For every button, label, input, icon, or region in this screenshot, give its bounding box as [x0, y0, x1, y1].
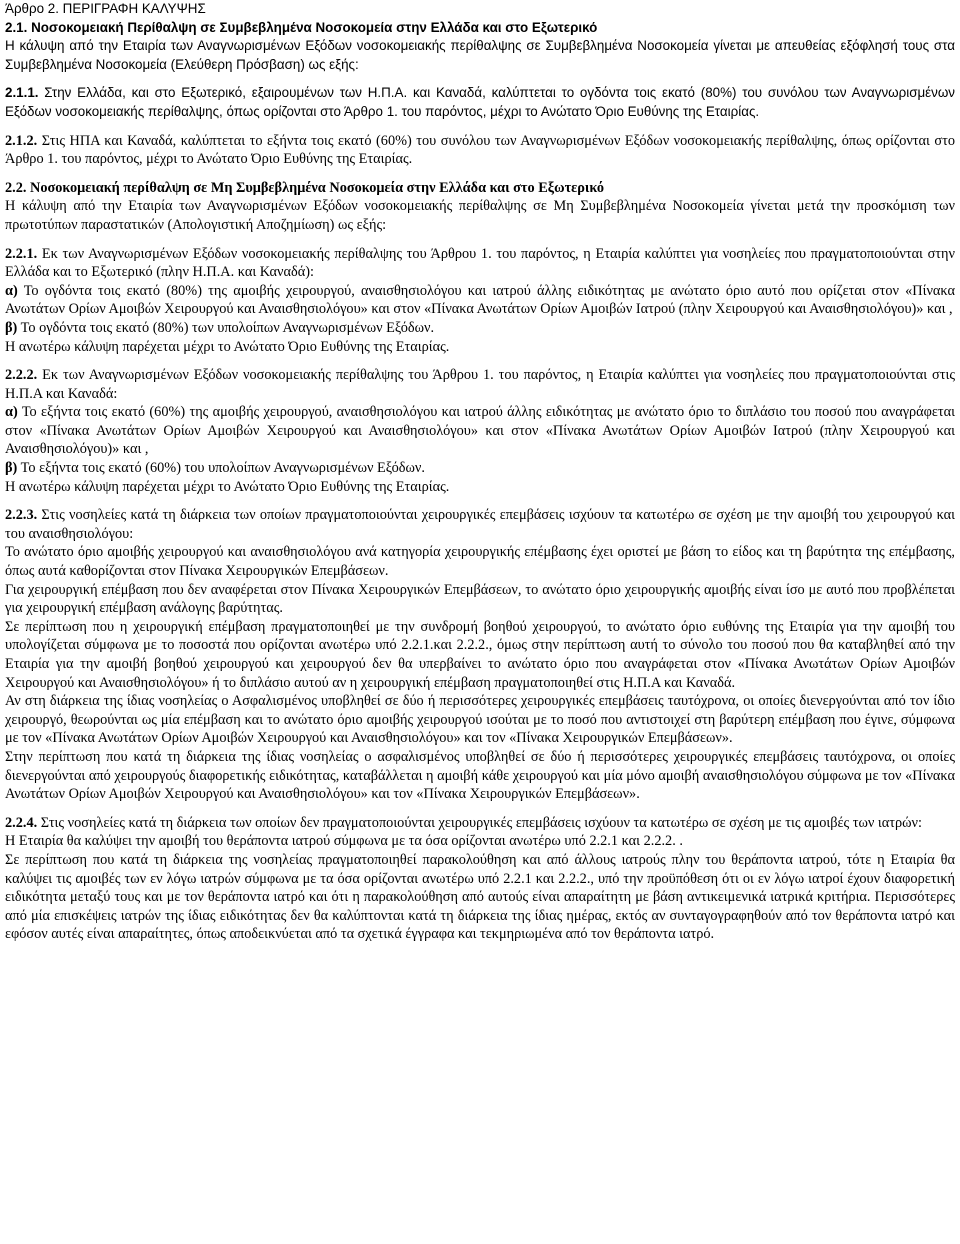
- section-2-1-number: 2.1.: [5, 19, 28, 35]
- section-2-1-heading: [5, 19, 955, 38]
- section-2-2-1-item-a: [5, 282, 955, 319]
- section-2-2-3-para-4: Αν στη διάρκεια της ίδιας νοσηλείας ο Ασφαλισμένος υποβληθεί σε δύο ή περισσότερες χειρουργικές επεμβάσεις ταυτόχρονα, οι οποίες διενεργούνται από τον ίδιο χειρουργό, θεωρούνται ως μία επέμβαση και το ανώτατο όριο αμοιβής χειρουργού ισούται με το ποσό που αντιστοιχεί στη βαρύτερη επέμβαση που έγινε, σύμφωνα με τον «Πίνακα Ανωτάτων Ορίων Αμοιβών Χειρουργού και Αναισθησιολόγου» και τον «Πίνακα Χειρουργικών Επεμβάσεων».: [5, 693, 955, 747]
- item-a-text: Το εξήντα τοις εκατό (60%) της αμοιβής χειρουργού, αναισθησιολόγου και ιατρού άλλης ειδικότητας με ανώτατο όριο το διπλάσιο του ποσού που αναγράφεται στον «Πίνακα Ανωτάτων Ορίων Αμοιβών Χειρουργού και Αναισθησιολόγου» και στον «Πίνακα Ανωτάτων Ορίων Αμοιβών Ιατρού (πλην Χειρουργού και Αναισθησιολόγου)» και ,: [5, 404, 955, 458]
- item-a-label: α): [5, 404, 18, 421]
- section-2-2-3-paragraph: [5, 506, 955, 543]
- section-2-2-1-paragraph: [5, 245, 955, 282]
- section-2-2-2-paragraph: [5, 366, 955, 403]
- article-title: Άρθρο 2. ΠΕΡΙΓΡΑΦΗ ΚΑΛΥΨΗΣ: [5, 1, 206, 16]
- section-2-2-2-item-b: [5, 459, 955, 478]
- item-b-label: β): [5, 460, 18, 477]
- section-2-2-number: 2.2.: [5, 179, 27, 196]
- item-a-label: α): [5, 282, 18, 299]
- section-2-2-4-number: 2.2.4.: [5, 814, 38, 831]
- section-2-2-1-note: Η ανωτέρω κάλυψη παρέχεται μέχρι το Ανώτατο Όριο Ευθύνης της Εταιρίας.: [5, 338, 450, 355]
- section-2-2-title: Νοσοκομειακή περίθαλψη σε Μη Συμβεβλημένα Νοσοκομεία στην Ελλάδα και στο Εξωτερικό: [30, 179, 605, 196]
- section-2-1-1-paragraph: [5, 84, 955, 121]
- section-2-2-3-number: 2.2.3.: [5, 507, 38, 524]
- section-2-2-intro: Η κάλυψη από την Εταιρία των Αναγνωρισμένων Εξόδων νοσοκομειακής περίθαλψης σε Μη Συμβεβλημένα Νοσοκομεία γίνεται μετά την προσκόμιση των πρωτοτύπων παραστατικών (Απολογιστική Αποζημίωση) ως εξής:: [5, 198, 955, 233]
- section-2-2-4-text: Στις νοσηλείες κατά τη διάρκεια των οποίων δεν πραγματοποιούνται χειρουργικές επεμβάσεις ισχύουν τα κατωτέρω σε σχέση με τις αμοιβές των ιατρών:: [40, 814, 922, 831]
- section-2-2-4-para-2: Σε περίπτωση που κατά τη διάρκεια της νοσηλείας πραγματοποιηθεί παρακολούθηση και από άλλους ιατρούς πλην του θεράποντα ιατρού, τότε η Εταιρία θα καλύψει τις αμοιβές των εν λόγω ιατρών σύμφωνα με τα όσα ορίζονται ανωτέρω υπό 2.2.1 και 2.2.2., υπό την προϋπόθεση ότι οι εν λόγω ιατροί έχουν διαφορετική ειδικότητα μεταξύ τους και με τον θεράποντα ιατρό και ότι η παρακολούθηση από αυτούς είναι απαραίτητη με βάση αντικειμενικά ιατρικά κριτήρια. Περισσότερες από μία επισκέψεις ιατρών της ίδιας ειδικότητας δεν θα καλύπτονται κατά τη διάρκεια της ίδιας ημέρας, εκτός αν συνταγογραφηθούν από τον θεράποντα ιατρό και εφόσον αυτές είναι απαραίτητες, όπως αποδεικνύεται από τα σχετικά έγγραφα και τεκμηριωμένα από τον θεράποντα ιατρό.: [5, 851, 955, 943]
- section-2-2-1-number: 2.2.1.: [5, 245, 38, 262]
- section-2-1-intro: Η κάλυψη από την Εταιρία των Αναγνωρισμένων Εξόδων νοσοκομειακής περίθαλψης σε Συμβεβλημένα Νοσοκομεία γίνεται με απευθείας εξόφλησή τους στα Συμβεβλημένα Νοσοκομεία (Ελεύθερη Πρόσβαση) ως εξής:: [5, 38, 955, 72]
- section-2-2-1-item-b: [5, 319, 955, 338]
- section-2-2-2-note: Η ανωτέρω κάλυψη παρέχεται μέχρι το Ανώτατο Όριο Ευθύνης της Εταιρίας.: [5, 478, 450, 495]
- section-2-2-1-text: Εκ των Αναγνωρισμένων Εξόδων νοσοκομειακής περίθαλψης του Άρθρου 1. του παρόντος, η Εταιρία καλύπτει για νοσηλείες που πραγματοποιούνται στην Ελλάδα και το Εξωτερικό (πλην Η.Π.Α. και Καναδά):: [5, 245, 955, 281]
- section-2-1-2-text: Στις ΗΠΑ και Καναδά, καλύπτεται το εξήντα τοις εκατό (60%) του συνόλου των Αναγνωρισμένων Εξόδων νοσοκομειακής περίθαλψης, όπως ορίζονται στο Άρθρο 1. του παρόντος, μέχρι το Ανώτατο Όριο Ευθύνης της Εταιρίας.: [5, 132, 956, 168]
- section-2-2-3-text: Στις νοσηλείες κατά τη διάρκεια των οποίων πραγματοποιούνται χειρουργικές επεμβάσεις ισχύουν τα κατωτέρω σε σχέση με την αμοιβή του χειρουργού και του αναισθησιολόγου:: [5, 507, 955, 542]
- section-2-2-heading: [5, 179, 955, 198]
- section-2-2-3-para-5: Στην περίπτωση που κατά τη διάρκεια της ίδιας νοσηλείας ο ασφαλισμένος υποβληθεί σε δύο ή περισσότερες χειρουργικές επεμβάσεις ταυτόχρονα, οι οποίες διενεργούνται από χειρουργούς διαφορετικής ειδικότητας, καταβάλλεται η αμοιβή κάθε χειρουργού και μία μόνο αμοιβή αναισθησιολόγου σύμφωνα με τον «Πίνακα Ανωτάτων Ορίων Αμοιβών Χειρουργού και Αναισθησιολόγου» και τον «Πίνακα Χειρουργικών Επεμβάσεων».: [5, 748, 955, 803]
- item-a-text: Το ογδόντα τοις εκατό (80%) της αμοιβής χειρουργού, αναισθησιολόγου και ιατρού άλλης ειδικότητας με ανώτατο όριο αυτό που ορίζεται στον «Πίνακα Ανωτάτων Ορίων Αμοιβών Χειρουργού και Αναισθησιολόγου» και στον «Πίνακα Ανωτάτων Ορίων Αμοιβών Ιατρού (πλην Χειρουργού και Αναισθησιολόγου)» και ,: [5, 282, 955, 318]
- item-b-text: Το ογδόντα τοις εκατό (80%) των υπολοίπων Αναγνωρισμένων Εξόδων.: [20, 319, 435, 336]
- section-2-2-2-item-a: [5, 403, 955, 459]
- section-2-1-1-text: Στην Ελλάδα, και στο Εξωτερικό, εξαιρουμένων των Η.Π.Α. και Καναδά, καλύπτεται το ογδόντα τοις εκατό (80%) του συνόλου των Αναγνωρισμένων Εξόδων νοσοκομειακής περίθαλψης, όπως ορίζονται στο Άρθρο 1. του παρόντος, μέχρι το Ανώτατο Όριο Ευθύνης της Εταιρίας.: [5, 85, 955, 119]
- section-2-2-3-para-3: Σε περίπτωση που η χειρουργική επέμβαση πραγματοποιηθεί με την συνδρομή βοηθού χειρουργού, το ανώτατο όριο ευθύνης της Εταιρία για την αμοιβή του υπολογίζεται σύμφωνα με το ποσοστά που ορίζονται ανωτέρω υπό 2.2.1.και 2.2.2., όμως στην περίπτωση αυτή το σύνολο του ποσού που θα καταβληθεί από την Εταιρία για την αμοιβή βοηθού χειρουργού και χειρουργού δεν θα υπερβαίνει το ανώτατο όριο που αναγράφεται στον «Πίνακα Ανωτάτων Ορίων Αμοιβών Χειρουργού και Αναισθησιολόγου» ή το διπλάσιο αυτού αν η χειρουργική επέμβαση πραγματοποιηθεί στις Η.Π.Α και Καναδά.: [5, 618, 955, 691]
- section-2-1-2-paragraph: [5, 132, 955, 169]
- section-2-1-title: Νοσοκομειακή Περίθαλψη σε Συμβεβλημένα Νοσοκομεία στην Ελλάδα και στο Εξωτερικό: [31, 19, 598, 35]
- section-2-2-4-para-1: Η Εταιρία θα καλύψει την αμοιβή του θεράποντα ιατρού σύμφωνα με τα όσα ορίζονται ανωτέρω υπό 2.2.1 και 2.2.2. .: [5, 833, 683, 850]
- section-2-1-1-number: 2.1.1.: [5, 85, 39, 101]
- section-2-2-4-paragraph: [5, 814, 955, 833]
- section-2-2-3-para-1: Το ανώτατο όριο αμοιβής χειρουργού και αναισθησιολόγου ανά κατηγορία χειρουργικής επέμβασης έχει οριστεί με βάση το είδος και τη βαρύτητα της επέμβασης, όπως αυτά καθορίζονται στον Πίνακα Χειρουργικών Επεμβάσεων.: [5, 544, 955, 580]
- section-2-1-2-number: 2.1.2.: [5, 132, 38, 149]
- section-2-2-2-number: 2.2.2.: [5, 367, 38, 384]
- item-b-text: Το εξήντα τοις εκατό (60%) του υπολοίπων Αναγνωρισμένων Εξόδων.: [20, 460, 425, 477]
- section-2-2-3-para-2: Για χειρουργική επέμβαση που δεν αναφέρεται στον Πίνακα Χειρουργικών Επεμβάσεων, το ανώτατο όριο χειρουργικής αμοιβής είναι ίσο με αυτό που προβλέπεται για χειρουργική επέμβαση ανάλογης βαρύτητας.: [5, 581, 955, 617]
- item-b-label: β): [5, 319, 18, 336]
- section-2-2-2-text: Εκ των Αναγνωρισμένων Εξόδων νοσοκομειακής περίθαλψης του Άρθρου 1. του παρόντος, η Εταιρία καλύπτει για νοσηλείες που πραγματοποιούνται στις Η.Π.Α και Καναδά:: [5, 367, 955, 402]
